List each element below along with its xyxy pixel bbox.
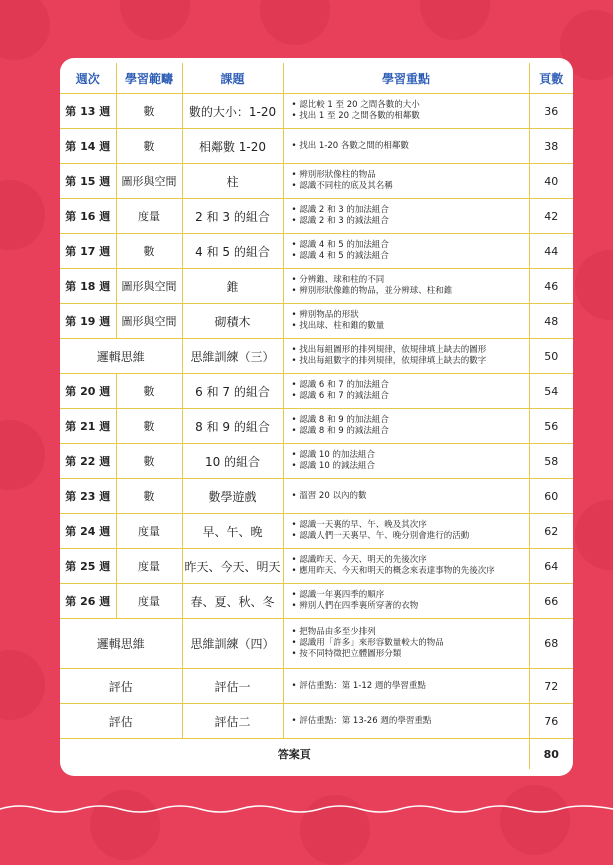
learning-point: • 認識 4 和 5 的加法組合 <box>292 240 529 251</box>
learning-point: • 認識 6 和 7 的減法組合 <box>292 391 529 402</box>
learning-point: • 找出 1 至 20 之間各數的相鄰數 <box>292 111 529 122</box>
page-cell: 44 <box>529 234 573 269</box>
page-cell: 60 <box>529 479 573 514</box>
page-cell: 36 <box>529 94 573 129</box>
points-cell <box>283 94 529 129</box>
learning-point: • 評估重點：第 1-12 週的學習重點 <box>292 681 529 692</box>
background-flower <box>120 0 190 40</box>
lesson-cell: 思維訓練（四） <box>182 619 283 669</box>
answer-label: 答案頁 <box>60 739 529 770</box>
table-row[interactable] <box>60 669 573 704</box>
page-cell: 72 <box>529 669 573 704</box>
background-flower <box>0 650 45 720</box>
page-cell: 40 <box>529 164 573 199</box>
learning-point: • 認識一年裏四季的順序 <box>292 590 529 601</box>
learning-point: • 認識 6 和 7 的加法組合 <box>292 380 529 391</box>
learning-point: • 把物品由多至少排列 <box>292 627 529 638</box>
category-cell: 評估 <box>60 704 182 739</box>
learning-point: • 找出每組數字的排列規律，依規律填上缺去的數字 <box>292 356 529 367</box>
lesson-cell: 砌積木 <box>182 304 283 339</box>
points-cell <box>283 669 529 704</box>
page-cell: 42 <box>529 199 573 234</box>
lesson-cell: 8 和 9 的組合 <box>182 409 283 444</box>
page-cell: 66 <box>529 584 573 619</box>
lesson-cell: 6 和 7 的組合 <box>182 374 283 409</box>
area-cell: 度量 <box>116 199 182 234</box>
contents-table <box>60 63 573 769</box>
points-cell <box>283 234 529 269</box>
lesson-cell: 4 和 5 的組合 <box>182 234 283 269</box>
header-points: 學習重點 <box>283 63 529 94</box>
week-cell: 第 16 週 <box>60 199 116 234</box>
background-flower <box>0 0 50 60</box>
table-row[interactable] <box>60 619 573 669</box>
lesson-cell: 昨天、今天、明天 <box>182 549 283 584</box>
page-cell: 50 <box>529 339 573 374</box>
page-cell: 38 <box>529 129 573 164</box>
lesson-cell: 評估一 <box>182 669 283 704</box>
table-row[interactable] <box>60 549 573 584</box>
week-cell: 第 24 週 <box>60 514 116 549</box>
learning-point: • 認識 2 和 3 的加法組合 <box>292 205 529 216</box>
background-flower <box>260 0 330 45</box>
table-row[interactable] <box>60 94 573 129</box>
week-cell: 第 22 週 <box>60 444 116 479</box>
week-cell: 第 15 週 <box>60 164 116 199</box>
area-cell: 圖形與空間 <box>116 164 182 199</box>
week-cell: 第 23 週 <box>60 479 116 514</box>
week-cell: 第 18 週 <box>60 269 116 304</box>
points-cell <box>283 479 529 514</box>
lesson-cell: 10 的組合 <box>182 444 283 479</box>
page-cell: 58 <box>529 444 573 479</box>
learning-point: • 辨別物品的形狀 <box>292 310 529 321</box>
area-cell: 數 <box>116 374 182 409</box>
area-cell: 度量 <box>116 514 182 549</box>
lesson-cell: 春、夏、秋、冬 <box>182 584 283 619</box>
learning-point: • 應用昨天、今天和明天的概念來表達事物的先後次序 <box>292 566 529 577</box>
page-cell: 54 <box>529 374 573 409</box>
table-row[interactable] <box>60 199 573 234</box>
table-row[interactable] <box>60 444 573 479</box>
answer-page: 80 <box>529 739 573 770</box>
table-row[interactable] <box>60 584 573 619</box>
points-cell <box>283 619 529 669</box>
page-cell: 76 <box>529 704 573 739</box>
learning-point: • 辨別形狀像錐的物品，並分辨球、柱和錐 <box>292 286 529 297</box>
lesson-cell: 柱 <box>182 164 283 199</box>
area-cell: 圖形與空間 <box>116 269 182 304</box>
page-cell: 48 <box>529 304 573 339</box>
points-cell <box>283 444 529 479</box>
learning-point: • 認識 10 的加法組合 <box>292 450 529 461</box>
learning-point: • 分辨錐、球和柱的不同 <box>292 275 529 286</box>
page-cell: 68 <box>529 619 573 669</box>
learning-point: • 認比較 1 至 20 之間各數的大小 <box>292 100 529 111</box>
area-cell: 數 <box>116 94 182 129</box>
lesson-cell: 數的大小：1-20 <box>182 94 283 129</box>
background-flower <box>0 180 45 250</box>
background-flower <box>575 250 613 320</box>
table-row[interactable] <box>60 164 573 199</box>
week-cell: 第 26 週 <box>60 584 116 619</box>
page-cell: 62 <box>529 514 573 549</box>
header-area: 學習範疇 <box>116 63 182 94</box>
learning-point: • 認識 2 和 3 的減法組合 <box>292 216 529 227</box>
lesson-cell: 數學遊戲 <box>182 479 283 514</box>
learning-point: • 認識一天裏的早、午、晚及其次序 <box>292 520 529 531</box>
table-row[interactable] <box>60 409 573 444</box>
area-cell: 數 <box>116 409 182 444</box>
learning-point: • 認識用「許多」來形容數量較大的物品 <box>292 638 529 649</box>
week-cell: 第 13 週 <box>60 94 116 129</box>
learning-point: • 評估重點：第 13-26 週的學習重點 <box>292 716 529 727</box>
week-cell: 第 20 週 <box>60 374 116 409</box>
learning-point: • 認識 10 的減法組合 <box>292 461 529 472</box>
lesson-cell: 2 和 3 的組合 <box>182 199 283 234</box>
area-cell: 度量 <box>116 584 182 619</box>
week-cell: 第 17 週 <box>60 234 116 269</box>
area-cell: 數 <box>116 234 182 269</box>
table-row[interactable] <box>60 304 573 339</box>
learning-point: • 辨別人們在四季裏所穿著的衣物 <box>292 601 529 612</box>
points-cell <box>283 514 529 549</box>
background-flower <box>420 0 490 40</box>
points-cell <box>283 304 529 339</box>
table-row[interactable] <box>60 234 573 269</box>
answer-row[interactable] <box>60 739 573 770</box>
area-cell: 圖形與空間 <box>116 304 182 339</box>
learning-point: • 認識昨天、今天、明天的先後次序 <box>292 555 529 566</box>
points-cell <box>283 129 529 164</box>
background-flower <box>0 420 45 490</box>
points-cell <box>283 164 529 199</box>
learning-point: • 認識 8 和 9 的減法組合 <box>292 426 529 437</box>
header-week: 週次 <box>60 63 116 94</box>
table-row[interactable] <box>60 269 573 304</box>
points-cell <box>283 269 529 304</box>
table-row[interactable] <box>60 129 573 164</box>
page-cell: 46 <box>529 269 573 304</box>
week-cell: 第 14 週 <box>60 129 116 164</box>
points-cell <box>283 584 529 619</box>
lesson-cell: 思維訓練（三） <box>182 339 283 374</box>
learning-point: • 認識 4 和 5 的減法組合 <box>292 251 529 262</box>
header-lesson: 課題 <box>182 63 283 94</box>
decorative-squiggle <box>0 795 613 825</box>
learning-point: • 找出 1-20 各數之間的相鄰數 <box>292 141 529 152</box>
week-cell: 第 21 週 <box>60 409 116 444</box>
week-cell: 第 25 週 <box>60 549 116 584</box>
learning-point: • 辨別形狀像柱的物品 <box>292 170 529 181</box>
lesson-cell: 相鄰數 1-20 <box>182 129 283 164</box>
points-cell <box>283 374 529 409</box>
category-cell: 評估 <box>60 669 182 704</box>
lesson-cell: 錐 <box>182 269 283 304</box>
category-cell: 邏輯思維 <box>60 619 182 669</box>
learning-point: • 認識不同柱的底及其名稱 <box>292 181 529 192</box>
learning-point: • 找出球、柱和錐的數量 <box>292 321 529 332</box>
page-cell: 56 <box>529 409 573 444</box>
area-cell: 數 <box>116 479 182 514</box>
table-row[interactable] <box>60 374 573 409</box>
contents-card <box>60 58 573 776</box>
learning-point: • 找出每組圖形的排列規律，依規律填上缺去的圖形 <box>292 345 529 356</box>
area-cell: 度量 <box>116 549 182 584</box>
lesson-cell: 早、午、晚 <box>182 514 283 549</box>
category-cell: 邏輯思維 <box>60 339 182 374</box>
table-row[interactable] <box>60 514 573 549</box>
points-cell <box>283 199 529 234</box>
learning-point: • 按不同特徵把立體圖形分類 <box>292 649 529 660</box>
background-flower <box>575 500 613 570</box>
table-row[interactable] <box>60 704 573 739</box>
area-cell: 數 <box>116 444 182 479</box>
points-cell <box>283 409 529 444</box>
learning-point: • 認識人們一天裏早、午、晚分別會進行的活動 <box>292 531 529 542</box>
lesson-cell: 評估二 <box>182 704 283 739</box>
week-cell: 第 19 週 <box>60 304 116 339</box>
table-row[interactable] <box>60 339 573 374</box>
points-cell <box>283 704 529 739</box>
points-cell <box>283 339 529 374</box>
points-cell <box>283 549 529 584</box>
learning-point: • 認識 8 和 9 的加法組合 <box>292 415 529 426</box>
area-cell: 數 <box>116 129 182 164</box>
table-row[interactable] <box>60 479 573 514</box>
learning-point: • 溫習 20 以內的數 <box>292 491 529 502</box>
header-page: 頁數 <box>529 63 573 94</box>
page-cell: 64 <box>529 549 573 584</box>
